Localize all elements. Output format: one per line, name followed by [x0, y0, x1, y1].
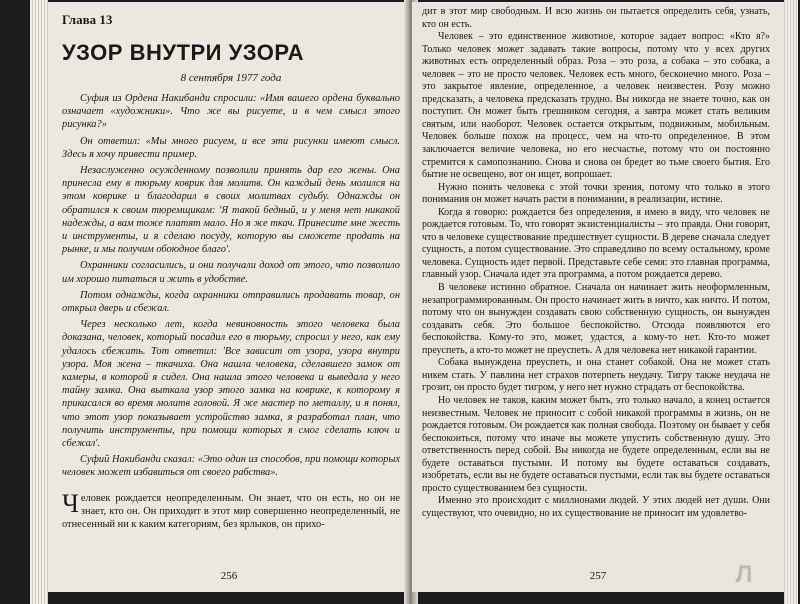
- epigraph-paragraph: Охранники согласились, и они получали доход от этого, что позволило им хорошо питаться и жить в удобстве.: [62, 260, 400, 285]
- body-paragraph: Но человек не таков, каким может быть, это только начало, а конец остается неизвестным. Человек не приносит с собой никакой программы в жизнь, он не рождается готовым. Он рождается как полная свобода. Поэтому он бывает у себя беспокоиться, потому что иначе вы можете упустить собственную душу. Это ответственность перед собой. Вы никогда не будете определенным, если вы не будете оставаться пустыми. И потому вы будете оставаться создавать, изобретать, если вы не будете оставаться пустыми, если так вы будете оставаться просто существованием без сущности.: [422, 394, 770, 494]
- epigraph-block: [62, 92, 400, 480]
- body-paragraph: Собака вынуждена преуспеть, и она станет собакой. Она не может стать никем стать. У павлина нет страхов потерпеть неудачу. Тигру также неудача не грозит, он просто будет тигром, у него нет нужно страдать от беспокойства.: [422, 357, 770, 394]
- left-page-edges: [30, 0, 48, 604]
- epigraph-paragraph: Суфия из Ордена Накибанди спросили: «Имя вашего ордена буквально означает «художники». Что же вы рисуете, и в чем смысл этого рисунка?»: [62, 93, 400, 131]
- watermark-logo-icon: Л: [735, 561, 753, 588]
- body-paragraph: дит в этот мир свободным. И всю жизнь он пытается определить себя, узнать, кто он есть.: [422, 6, 770, 30]
- body-paragraph: Когда я говорю: рождается без определения, я имею в виду, что человек не рождается готовым. То, что говорят экзистенциалисты – это правда. Они говорят, что в человеке существование предшествует сущности. В дереве сначала следует сущность, а потом существование. Это справедливо по всему остальному, кроме человека. Сущность идет первой. Представьте себе семя: это главная программа, главный узор. Сначала идет эта программа, а потом рождается дерево.: [422, 206, 770, 281]
- epigraph-paragraph: Через несколько лет, когда невиновность этого человека была доказана, человек, который посадил его в тюрьму, спросил у него, как ему удалось сбежать. Тот ответил: 'Все зависит от узора, узора внутри узора. Моя жена – ткачиха. Она нашла человека, сделавшего замок от камеры, в которой я сидел. Она нашла этого человека и выведала у него тайну замка. Она выткала узор этого замка на коврике, к которому я прикасался во время молитв головой. Я же мастер по металлу, и я понял, что этот узор показывает устройство замка, я разработал план, что получить инструменты, при помощи которых я смог сделать ключ и сбежал'.: [62, 319, 400, 450]
- body-paragraph: В человеке истинно обратное. Сначала он начинает жить неоформленным, незапрограммированным. Он просто начинает жить в ничто, как ничто. И потом, потому что он вынужден создавать свою собственную сущность, он вынужден создавать себя. Это большое беспокойство. Отсюда появляются его беспокойства. Кому-то это, может, удастся, а кому-то нет. Кто-то может преуспеть, а кто-то может не преуспеть. А для человека нет никакой гарантии.: [422, 282, 770, 356]
- lead-text: еловек рождается неопределенным. Он знает, что он есть, но он не знает, кто он. Он приходит в этот мир совершенно неопределенный, не отнесенный ни к каким категориям, без ярлыков, он прихо-: [62, 492, 400, 531]
- page-number-left: 256: [220, 570, 238, 582]
- right-page-edges: [784, 0, 798, 604]
- left-page: [48, 2, 410, 592]
- lead-paragraph: [62, 488, 400, 532]
- body-paragraph: Именно это происходит с миллионами людей. У этих людей нет души. Они существуют, что очевидно, но их существование не приносит им удовлетво-: [422, 495, 770, 519]
- epigraph-paragraph: Суфий Накибанди сказал: «Это один из способов, при помощи которых человек может избавиться от своего рабства».: [62, 454, 400, 479]
- epigraph-paragraph: Незаслуженно осужденному позволили принять дар его жены. Она принесла ему в тюрьму коврик для молитв. Он каждый день молился на этом коврике и благодарил в своих молитвах судьбу. Однажды он обратился к своим тюремщикам: 'Я такой бедный, и у меня нет никакой надежды, а вам тоже платят мало. Но я же ткач. Принесите мне жесть и инструменты, и я сделаю посуду, которую вы сможете продать на рынке, и мы получим обоюдное благо'.: [62, 165, 400, 256]
- chapter-title: УЗОР ВНУТРИ УЗОРА: [62, 40, 304, 65]
- drop-cap: Ч: [62, 488, 79, 518]
- epigraph-paragraph: Он ответил: «Мы много рисуем, и все эти рисунки имеют смысл. Здесь я хочу привести пример.: [62, 135, 400, 160]
- page-number-right: 257: [589, 570, 607, 582]
- body-paragraph: Нужно понять человека с этой точки зрения, потому что только в этого понимания он может начать расти в понимании, в реализации, истине.: [422, 181, 770, 206]
- epigraph-paragraph: Потом однажды, когда охранники отправились продавать товар, он открыл дверь и сбежал.: [62, 289, 400, 315]
- body-paragraph: Человек – это единственное животное, которое задает вопрос: «Кто я?» Только человек может задавать такие вопросы, потому что у всех других животных есть определенный образ. Роза – это роза, а собака – это собака, а человек – это не просто человек. Человек есть много, бесконечно много. Роза – это закрытое явление, определенное, а человек неизвестен. Розу можно предсказать, а человека предсказать трудно. Вы никогда не знаете точно, как он поступит. Он может быть грешником сегодня, а завтра может стать великим святым, или наоборот. Человек остается открытым, подвижным, мобильным. Человек больше похож на процесс, чем на что-то определенное. В этом заключается величие человека, но его несчастье, потому что он постоянно стремится к самопознанию. Снова и снова он бредет во тьме своего бытия. Его бытие не освещено, вот он ищет, вопрошает.: [422, 31, 770, 181]
- chapter-date: 8 сентября 1977 года: [180, 72, 282, 84]
- left-page-content: [62, 12, 400, 592]
- right-page: [412, 2, 784, 592]
- right-page-content: [422, 6, 770, 592]
- chapter-label: Глава 13: [62, 12, 113, 27]
